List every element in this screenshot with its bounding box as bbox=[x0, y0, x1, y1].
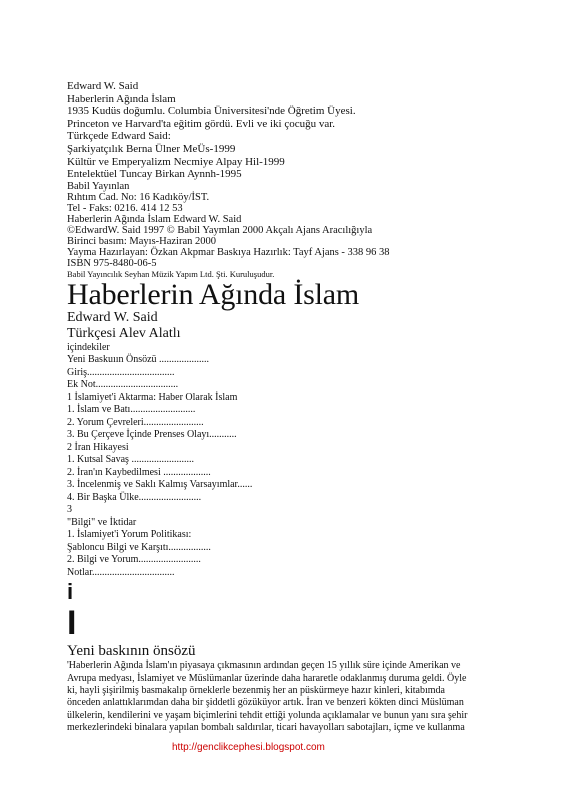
toc-entry: Ek Not................................. bbox=[67, 379, 179, 391]
toc-entry: Giriş................................... bbox=[67, 366, 175, 378]
publisher-line: Babil Yayınlan bbox=[67, 180, 130, 192]
toc-entry: 1. Kutsal Savaş ......................... bbox=[67, 454, 194, 466]
author-line: Edward W. Said bbox=[67, 80, 139, 92]
toc-heading: içindekiler bbox=[67, 341, 110, 353]
section-heading: Yeni baskının önsözü bbox=[67, 643, 196, 660]
publisher-line: Rıhtım Cad. No: 16 Kadıköy/İST. bbox=[67, 191, 210, 203]
body-line: ülkelerin, kendilerini ve yaşam biçimlerini tehdit ettiği yolunda açıklamalar ve bunun yanı sıra şehir bbox=[67, 709, 468, 721]
bio-line: 1935 Kudüs doğumlu. Columbia Üniversitesi'nde Öğretim Üyesi. bbox=[67, 105, 356, 118]
publisher-line: ISBN 975-8480-06-5 bbox=[67, 257, 157, 269]
body-line: merkezlerindeki binalara yapılan bombalı saldırılar, ticari havayolları sabotajları, içme ve kullanma bbox=[67, 722, 465, 734]
body-line: önceden anlattıklarımdan daha bir şiddetli gözüküyor artık. İran ve benzeri kökten dinci Müslüman bbox=[67, 697, 464, 709]
table-of-contents bbox=[67, 342, 537, 580]
book-title: Haberlerin Ağında İslam bbox=[67, 277, 359, 311]
publisher-line: Haberlerin Ağında İslam Edward W. Said bbox=[67, 213, 242, 225]
bibliography-item: Entelektüel Tuncay Birkan Aynnh-1995 bbox=[67, 168, 242, 181]
toc-entry: 1 İslamiyet'i Aktarma: Haber Olarak İslam bbox=[67, 391, 238, 403]
drop-letter-lower: i bbox=[67, 579, 74, 605]
title-line: Haberlerin Ağında İslam bbox=[67, 92, 176, 105]
toc-entry: 4. Bir Başka Ülke......................... bbox=[67, 491, 202, 503]
publisher-line: Birinci basım: Mayıs-Haziran 2000 bbox=[67, 235, 217, 247]
publisher-line: Yayma Hazırlayan: Özkan Akpmar Baskıya Hazırlık: Tayf Ajans - 338 96 38 bbox=[67, 246, 390, 258]
bibliography-heading: Türkçede Edward Said: bbox=[67, 130, 171, 143]
imprint-note: Babil Yayıncılık Seyhan Müzik Yapım Ltd. Şti. Kuruluşudur. bbox=[67, 268, 275, 279]
bibliography-item: Kültür ve Emperyalizm Necmiye Alpay Hil-1999 bbox=[67, 155, 285, 168]
document-page bbox=[67, 80, 537, 735]
book-author: Edward W. Said bbox=[67, 309, 158, 325]
toc-entry: Şabloncu Bilgi ve Karşıtı................. bbox=[67, 541, 211, 553]
book-translator: Türkçesi Alev Alatlı bbox=[67, 325, 181, 341]
toc-entry: 2. Bilgi ve Yorum......................... bbox=[67, 554, 201, 566]
toc-entry: Yeni Baskuıın Önsözü .................... bbox=[67, 354, 210, 366]
body-line: Avrupa medyası, İslamiyet ve Müslümanlar üzerinde daha hararetle odaklanmış duruma geldi. Öyle bbox=[67, 672, 467, 684]
toc-entry: 1. İslamiyet'i Yorum Politikası: bbox=[67, 529, 192, 541]
toc-entry: 3. Bu Çerçeve İçinde Prenses Olayı........... bbox=[67, 429, 237, 441]
toc-entry: 2. Yorum Çevreleri........................ bbox=[67, 416, 204, 428]
drop-letter-upper: I bbox=[67, 604, 77, 643]
footer-link[interactable]: http://genclikcephesi.blogspot.com bbox=[172, 742, 325, 753]
body-paragraph bbox=[67, 660, 537, 734]
toc-entry: 3 bbox=[67, 504, 72, 516]
body-line: ki, hayli şişirilmiş basmakalıp örneklerle bezenmiş her an püskürmeye hazır kinleri, kitabımda bbox=[67, 685, 445, 697]
publisher-line: Tel - Faks: 0216. 414 12 53 bbox=[67, 202, 183, 214]
publisher-block bbox=[67, 181, 537, 279]
toc-entry: "Bilgi" ve İktidar bbox=[67, 516, 137, 528]
publisher-line: ©EdwardW. Said 1997 © Babil Yaymlan 2000 Akçalı Ajans Aracılığıyla bbox=[67, 224, 373, 236]
front-matter bbox=[67, 80, 537, 181]
toc-entry: 3. İncelenmiş ve Saklı Kalmış Varsayımlar...... bbox=[67, 479, 253, 491]
body-line: 'Haberlerin Ağında İslam'ın piyasaya çıkmasının ardından geçen 15 yıllık süre içinde Amerikan ve bbox=[67, 660, 461, 672]
bibliography-item: Şarkiyatçılık Berna Ülner MeÜs-1999 bbox=[67, 142, 236, 155]
toc-entry: Notlar................................. bbox=[67, 566, 175, 578]
toc-entry: 2 İran Hikayesi bbox=[67, 441, 129, 453]
toc-entry: 1. İslam ve Batı.......................... bbox=[67, 404, 196, 416]
bio-line: Princeton ve Harvard'ta eğitim gördü. Evli ve iki çocuğu var. bbox=[67, 117, 336, 130]
toc-entry: 2. İran'ın Kaybedilmesi ................... bbox=[67, 466, 211, 478]
